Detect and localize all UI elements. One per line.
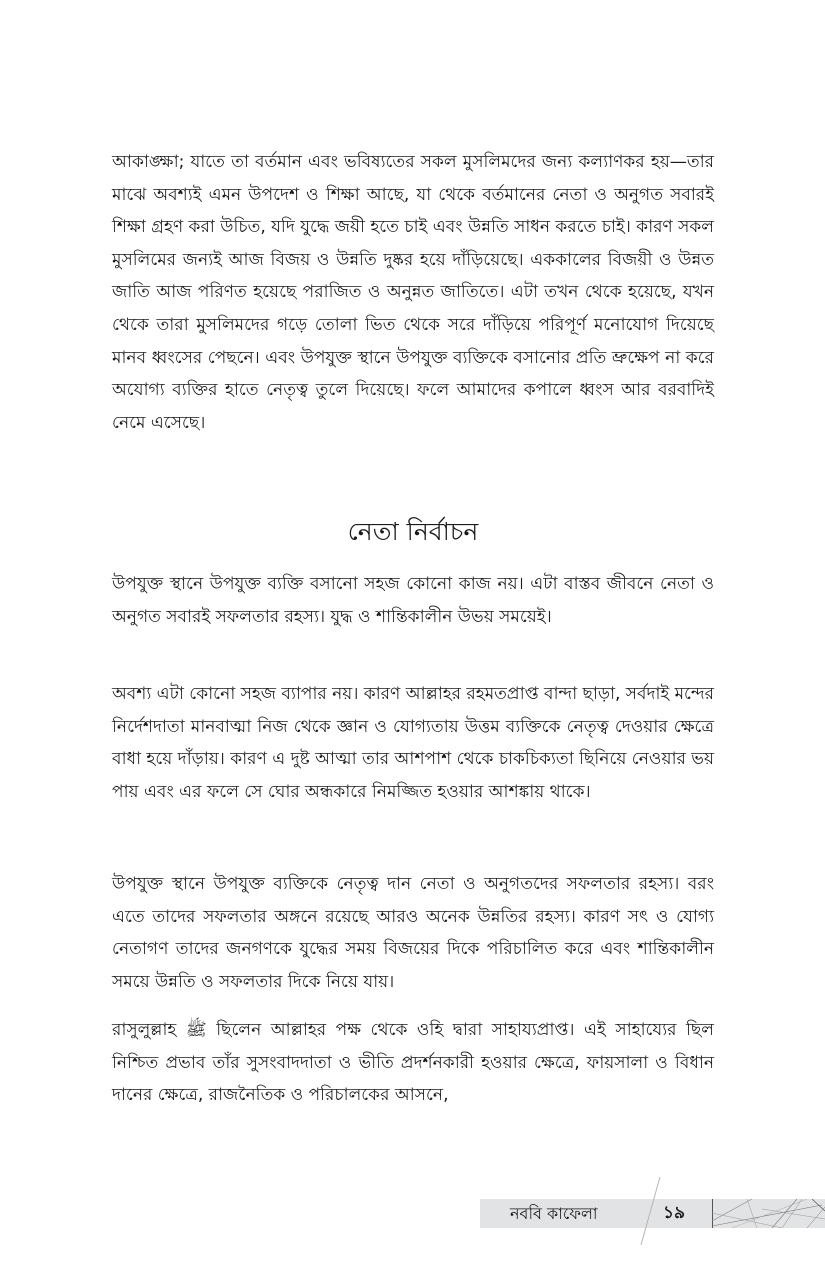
paragraph-2: অবশ্য এটা কোনো সহজ ব্যাপার নয়। কারণ আল্লাহর রহমতপ্রাপ্ত বান্দা ছাড়া, সর্বদাই মন্দের নির্দেশদাতা মানবাত্মা নিজ থেকে জ্ঞান ও যোগ্যতায় উত্তম ব্যক্তিকে নেতৃত্ব দেওয়ার ক্ষেত্রে বাধা হয়ে দাঁড়ায়। কারণ এ দুষ্ট আত্মা তার আশপাশ থেকে চাকচিক্যতা ছিনিয়ে নেওয়ার ভয় পায় এবং এর ফলে সে ঘোর অন্ধকারে নিমজ্জিত হওয়ার আশঙ্কায় থাকে। (112, 684, 714, 802)
paragraph-1: উপযুক্ত স্থানে উপযুক্ত ব্যক্তি বসানো সহজ কোনো কাজ নয়। এটা বাস্তব জীবনে নেতা ও অনুগত সবারই সফলতার রহস্য। যুদ্ধ ও শান্তিকালীন উভয় সময়েই। (112, 574, 714, 627)
paragraph-4: রাসুলুল্লাহ ﷺ ছিলেন আল্লাহর পক্ষ থেকে ওহি দ্বারা সাহায্যপ্রাপ্ত। এই সাহায্যের ছিল নিশ্চিত প্রভাব তাঁর সুসংবাদদাতা ও ভীতি প্রদর্শনকারী হওয়ার ক্ষেত্রে, ফায়সালা ও বিধান দানের ক্ষেত্রে, রাজনৈতিক ও পরিচালকের আসনে, (112, 1020, 714, 1106)
section-heading: নেতা নির্বাচন (347, 517, 479, 546)
footer-page-number: ১৯ (663, 1203, 686, 1223)
paragraph-3: উপযুক্ত স্থানে উপযুক্ত ব্যক্তিকে নেতৃত্ব দান নেতা ও অনুগতদের সফলতার রহস্য। বরং এতে তাদের সফলতার অঙ্গনে রয়েছে আরও অনেক উন্নতির রহস্য। কারণ সৎ ও যোগ্য নেতাগণ তাদের জনগণকে যুদ্ধের সময় বিজয়ের দিকে পরিচালিত করে এবং শান্তিকালীন সময়ে উন্নতি ও সফলতার দিকে নিয়ে যায়। (112, 874, 714, 992)
footer-bar (480, 1199, 825, 1228)
paragraph-intro: আকাঙ্ক্ষা; যাতে তা বর্তমান এবং ভবিষ্যতের সকল মুসলিমদের জন্য কল্যাণকর হয়—তার মাঝে অবশ্যই এমন উপদেশ ও শিক্ষা আছে, যা থেকে বর্তমানের নেতা ও অনুগত সবারই শিক্ষা গ্রহণ করা উচিত, যদি যুদ্ধে জয়ী হতে চাই এবং উন্নতি সাধন করতে চাই। কারণ সকল মুসলিমের জন্যই আজ বিজয় ও উন্নতি দুষ্কর হয়ে দাঁড়িয়েছে। এককালের বিজয়ী ও উন্নত জাতি আজ পরিণত হয়েছে পরাজিত ও অনুন্নত জাতিতে। এটা তখন থেকে হয়েছে, যখন থেকে তারা মুসলিমদের গড়ে তোলা ভিত থেকে সরে দাঁড়িয়ে পরিপূর্ণ মনোযোগ দিয়েছে মানব ধ্বংসের পেছনে। এবং উপযুক্ত স্থানে উপযুক্ত ব্যক্তিকে বসানোর প্রতি ভ্রুক্ষেপ না করে অযোগ্য ব্যক্তির হাতে নেতৃত্ব তুলে দিয়েছে। ফলে আমাদের কপালে ধ্বংস আর বরবাদিই নেমে এসেছে। (112, 152, 714, 433)
footer-book-title: নববি কাফেলা (510, 1204, 598, 1223)
footer-decorative-lines-icon (712, 1199, 825, 1228)
